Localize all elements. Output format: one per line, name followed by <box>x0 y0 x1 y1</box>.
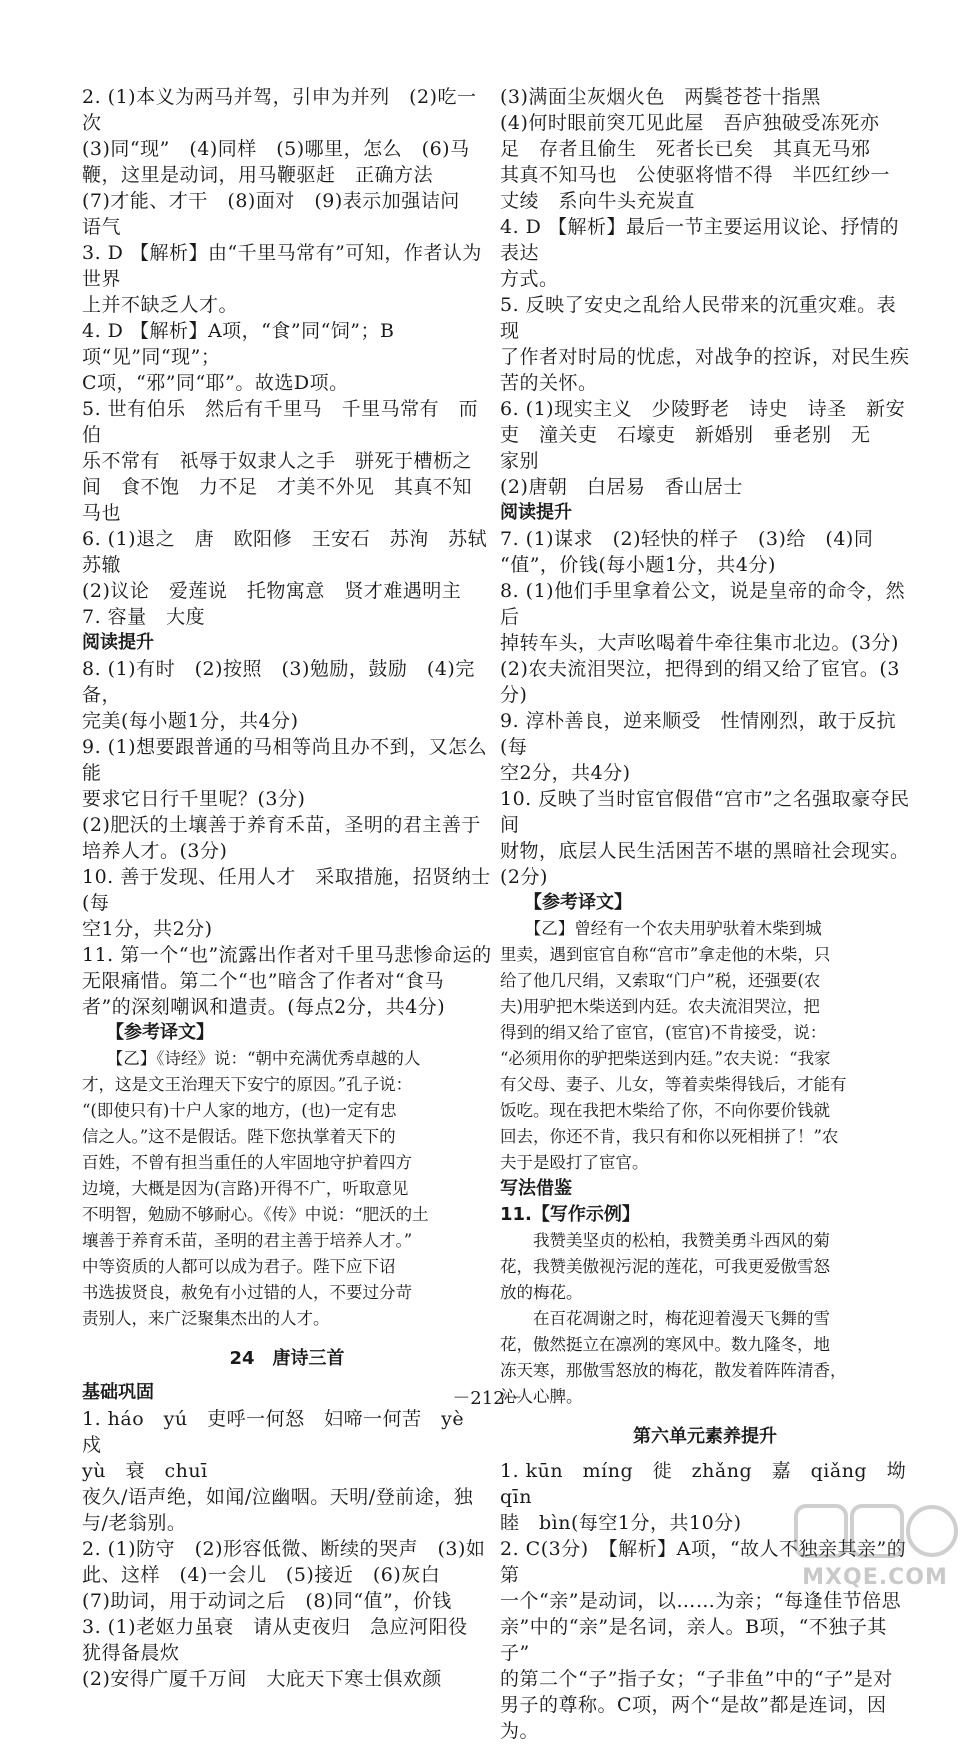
answer-item-2: 2. (1)本义为两马并驾，引申为并列 (2)吃一次 (3)同“现” (4)同样 (5)哪里，怎么 (6)马 鞭，这里是动词，用马鞭驱赶 正确方法 (7)才能、才干 (8)面对 (9)表示加强诘问 语气 <box>82 86 477 238</box>
answer-item-6b: 6. (1)现实主义 少陵野老 诗史 诗圣 新安 吏 潼关吏 石壕吏 新婚别 垂老别 无 家别 (2)唐朝 白居易 香山居士 <box>500 398 906 498</box>
section-heading-basic: 基础巩固 <box>82 1382 154 1403</box>
answer-item-6: 6. (1)退之 唐 欧阳修 王安石 苏洵 苏轼 苏辙 (2)议论 爱莲说 托物寓意 贤才难遇明主 <box>82 528 488 602</box>
answer-item-1: 1. háo yú 吏呼一何怒 妇啼一何苦 yè 戍 yù 衰 chuī 夜久/语声绝，如闻/泣幽咽。天明/登前途，独 与/老翁别。 <box>82 1408 474 1534</box>
section-heading-writing: 写法借鉴 <box>500 1178 572 1199</box>
answer-item-4b: 4. D 【解析】最后一节主要运用议论、抒情的表达 方式。 <box>500 216 899 290</box>
chapter-title: 24 唐诗三首 <box>229 1348 345 1369</box>
answer-item-2b: 2. (1)防守 (2)形容低微、断续的哭声 (3)如 此、这样 (4)一会儿 (5)接近 (6)灰白 (7)助词，用于动词之后 (8)同“值”，价钱 <box>82 1538 486 1612</box>
answer-item-3-cont: (3)满面尘灰烟火色 两鬓苍苍十指黑 (4)何时眼前突兀见此屋 吾庐独破受冻死亦 足 存者且偷生 死者长已矣 其真无马邪 其真不知马也 公使驱将惜不得 半匹红纱一 丈绫 系向牛头充炭直 <box>500 86 891 212</box>
section-heading-reading: 阅读提升 <box>82 632 154 653</box>
watermark-text: MXQE.COM <box>802 1565 948 1590</box>
answer-item-8b: 8. (1)他们手里拿着公文，说是皇帝的命令，然后 掉转车头，大声吆喝着牛牵往集市北边。(3分) (2)农夫流泪哭泣，把得到的绢又给了宦官。(3分) <box>500 580 906 706</box>
answer-item-3: 3. D 【解析】由“千里马常有”可知，作者认为世界 上并不缺乏人才。 <box>82 242 482 316</box>
unit-answer-item-1: 1. kūn míng 徙 zhǎng 嘉 qiǎng 坳 qīn 睦 bìn(每空1分，共10分) <box>500 1460 907 1534</box>
unit-answer-item-2: 2. C(3分) 【解析】A项，“故人不独亲其亲”的第 一个“亲”是动词，以……为亲；“每逢佳节倍思 亲”中的“亲”是名词，亲人。B项，“不独子其子” 的第二个“子”指子女；“子非鱼”中的“子”是对 男子的尊称。C项，两个“是故”都是连词，因为。 <box>500 1538 907 1742</box>
reference-translation-heading-2: 【参考译文】 <box>524 892 632 913</box>
answer-item-8: 8. (1)有时 (2)按照 (3)勉励，鼓励 (4)完备， 完美(每小题1分，共4分) <box>82 658 475 732</box>
writing-example-text: 我赞美坚贞的松柏，我赞美勇斗西风的菊 花，我赞美傲视污泥的莲花，可我更爱傲雪怒 放的梅花。 在百花凋谢之时，梅花迎着漫天飞舞的雪 花，傲然挺立在凛冽的寒风中。数九隆冬，地 冻天寒，那傲雪怒放的梅花，散发着阵阵清香， 沁人心脾。 <box>500 1231 847 1406</box>
watermark-icon <box>790 1500 960 1562</box>
left-column <box>82 84 492 1692</box>
section-heading-reading-2: 阅读提升 <box>500 502 572 523</box>
watermark-logo <box>790 1500 960 1590</box>
answer-item-7b: 7. (1)谋求 (2)轻快的样子 (3)给 (4)同 “值”，价钱(每小题1分，共4分) <box>500 528 874 576</box>
writing-example-label: 11.【写作示例】 <box>500 1204 640 1225</box>
answer-item-9b: 9. 淳朴善良，逆来顺受 性情刚烈，敢于反抗(每 空2分，共4分) <box>500 710 897 784</box>
unit-title: 第六单元素养提升 <box>633 1426 777 1447</box>
right-column <box>500 84 910 1744</box>
answer-item-3b: 3. (1)老妪力虽衰 请从吏夜归 急应河阳役 犹得备晨炊 (2)安得广厦千万间 大庇天下寒士俱欢颜 <box>82 1616 468 1690</box>
answer-item-10b: 10. 反映了当时宦官假借“宫市”之名强取豪夺民间 财物，底层人民生活困苦不堪的黑暗社会现实。 (2分) <box>500 788 910 888</box>
page-number: －212－ <box>452 1388 523 1409</box>
reference-translation-text-2: 【乙】曾经有一个农夫用驴驮着木柴到城 里卖，遇到宦官自称“宫市”拿走他的木柴，只 给了他几尺绢，又索取“门户”税，还强要(农 夫)用驴把木柴送到内廷。农夫流泪哭泣，把 得到的绢又给了宦官，(宦官)不肯接受，说： “必须用你的驴把柴送到内廷。”农夫说：“我家 有父母、妻子、儿女，等着卖柴得钱后，才能有 饭吃。现在我把木柴给了你，不向你要价钱就 回去，你还不肯，我只有和你以死相拼了！”农 夫于是殴打了宦官。 <box>500 919 847 1172</box>
reference-translation-heading: 【参考译文】 <box>106 1022 214 1043</box>
answer-item-5b: 5. 反映了安史之乱给人民带来的沉重灾难。表现 了作者对时局的忧虑，对战争的控诉，对民生疾 苦的关怀。 <box>500 294 910 394</box>
answer-item-10: 10. 善于发现、任用人才 采取措施，招贤纳士(每 空1分，共2分) <box>82 866 491 940</box>
answer-item-7: 7. 容量 大度 <box>82 606 206 628</box>
answer-item-4: 4. D 【解析】A项，“食”同“饲”；B项“见”同“现”； C项，“邪”同“耶”。故选D项。 <box>82 320 395 394</box>
answer-item-9: 9. (1)想要跟普通的马相等尚且办不到，又怎么能 要求它日行千里呢？(3分) (2)肥沃的土壤善于养育禾苗，圣明的君主善于 培养人才。(3分) <box>82 736 488 862</box>
reference-translation-text: 【乙】《诗经》说：“朝中充满优秀卓越的人 才，这是文王治理天下安宁的原因。”孔子说： “(即使只有)十户人家的地方，(也)一定有忠 信之人。”这不是假话。陛下您执掌着天下的 百姓，不曾有担当重任的人牢固地守护着四方 边境，大概是因为(言路)开得不广，听取意见 不明智，勉励不够耐心。《传》中说：“肥沃的土 壤善于养育禾苗，圣明的君主善于培养人才。” 中等资质的人都可以成为君子。陛下应下诏 书选拔贤良，赦免有小过错的人，不要过分苛 责别人，来广泛聚集杰出的人才。 <box>82 1049 429 1328</box>
answer-item-5: 5. 世有伯乐 然后有千里马 千里马常有 而伯 乐不常有 祇辱于奴隶人之手 骈死于槽枥之 间 食不饱 力不足 才美不外见 其真不知 马也 <box>82 398 479 524</box>
answer-item-11: 11. 第一个“也”流露出作者对千里马悲惨命运的 无限痛惜。第二个“也”暗含了作者对“食马 者”的深刻嘲讽和遣责。(每点2分，共4分) <box>82 944 492 1018</box>
